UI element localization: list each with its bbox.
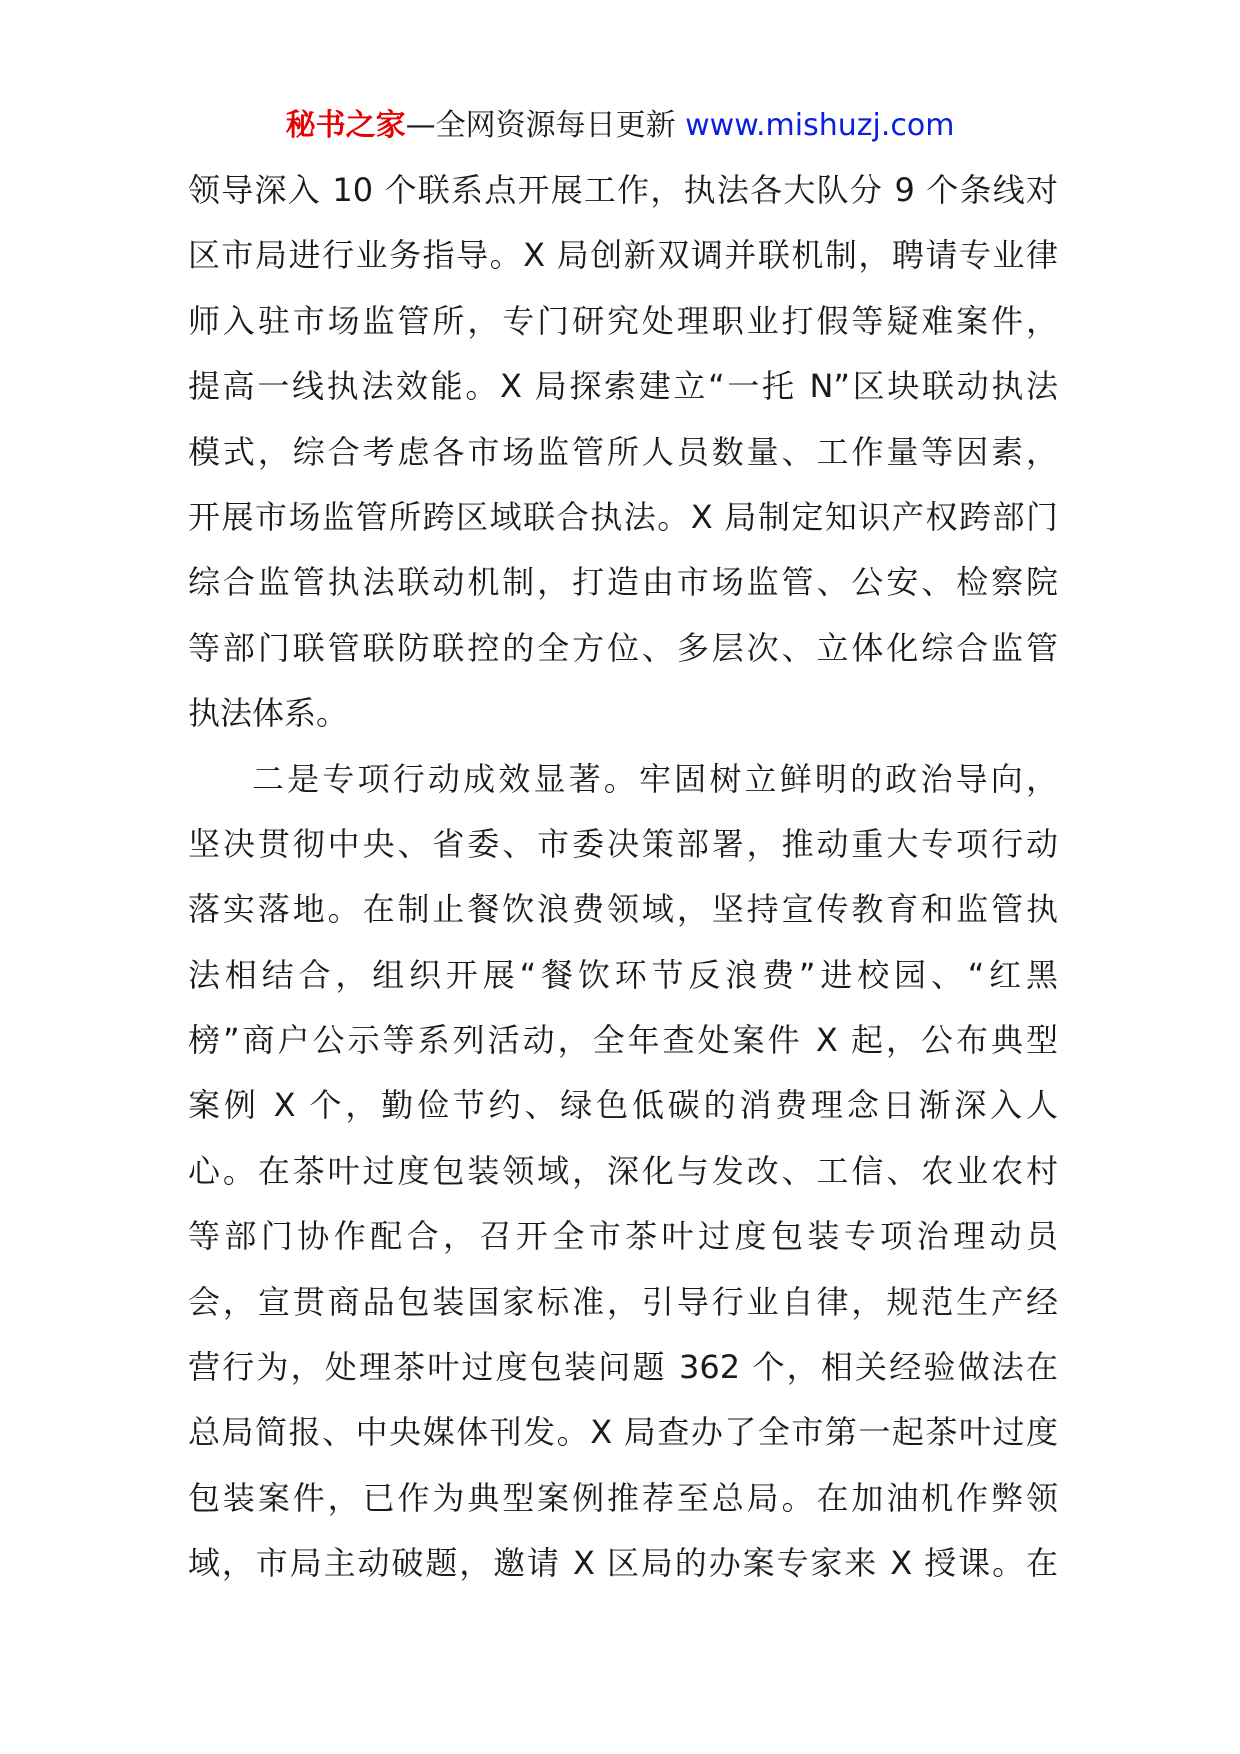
text-line: 总局简报、中央媒体刊发。X 局查办了全市第一起茶叶过度 [188,1413,1058,1452]
brand-name: 秘书之家 [285,108,406,143]
text-line: 案例 X 个，勤俭节约、绿色低碳的消费理念日渐深入人 [188,1086,1058,1125]
text-line: 域，市局主动破题，邀请 X 区局的办案专家来 X 授课。在 [188,1544,1058,1583]
text-line: 二是专项行动成效显著。牢固树立鲜明的政治导向， [252,759,1058,798]
text-line: 会，宣贯商品包装国家标准，引导行业自律，规范生产经 [188,1282,1058,1321]
text-line: 提高一线执法效能。X 局探索建立“一托 N”区块联动执法 [188,367,1058,406]
page-header [0,104,1240,148]
text-line: 开展市场监管所跨区域联合执法。X 局制定知识产权跨部门 [188,497,1058,536]
text-line: 心。在茶叶过度包装领域，深化与发改、工信、农业农村 [188,1151,1058,1190]
text-line: 营行为，处理茶叶过度包装问题 362 个，相关经验做法在 [188,1348,1058,1387]
text-line: 榜”商户公示等系列活动，全年查处案件 X 起，公布典型 [188,1021,1058,1060]
text-line: 法相结合，组织开展“餐饮环节反浪费”进校园、“红黑 [188,955,1058,994]
paragraph-2 [188,747,1058,1597]
text-line: 师入驻市场监管所，专门研究处理职业打假等疑难案件， [188,301,1058,340]
website-link[interactable]: www.mishuzj.com [685,108,955,143]
text-line: 综合监管执法联动机制，打造由市场监管、公安、检察院 [188,563,1058,602]
text-line: 落实落地。在制止餐饮浪费领域，坚持宣传教育和监管执 [188,890,1058,929]
paragraph-1 [188,158,1058,747]
text-line: 模式，综合考虑各市场监管所人员数量、工作量等因素， [188,432,1058,471]
text-line: 领导深入 10 个联系点开展工作，执法各大队分 9 个条线对 [188,171,1058,209]
text-line: 坚决贯彻中央、省委、市委决策部署，推动重大专项行动 [188,824,1058,863]
text-line: 等部门联管联防联控的全方位、多层次、立体化综合监管 [188,628,1058,667]
document-body [188,158,1058,1597]
text-line: 等部门协作配合，召开全市茶叶过度包装专项治理动员 [188,1217,1058,1256]
header-slogan: —全网资源每日更新 [405,108,676,143]
text-line: 执法体系。 [188,694,349,733]
text-line: 区市局进行业务指导。X 局创新双调并联机制，聘请专业律 [188,236,1058,275]
text-line: 包装案件，已作为典型案例推荐至总局。在加油机作弊领 [188,1478,1058,1517]
